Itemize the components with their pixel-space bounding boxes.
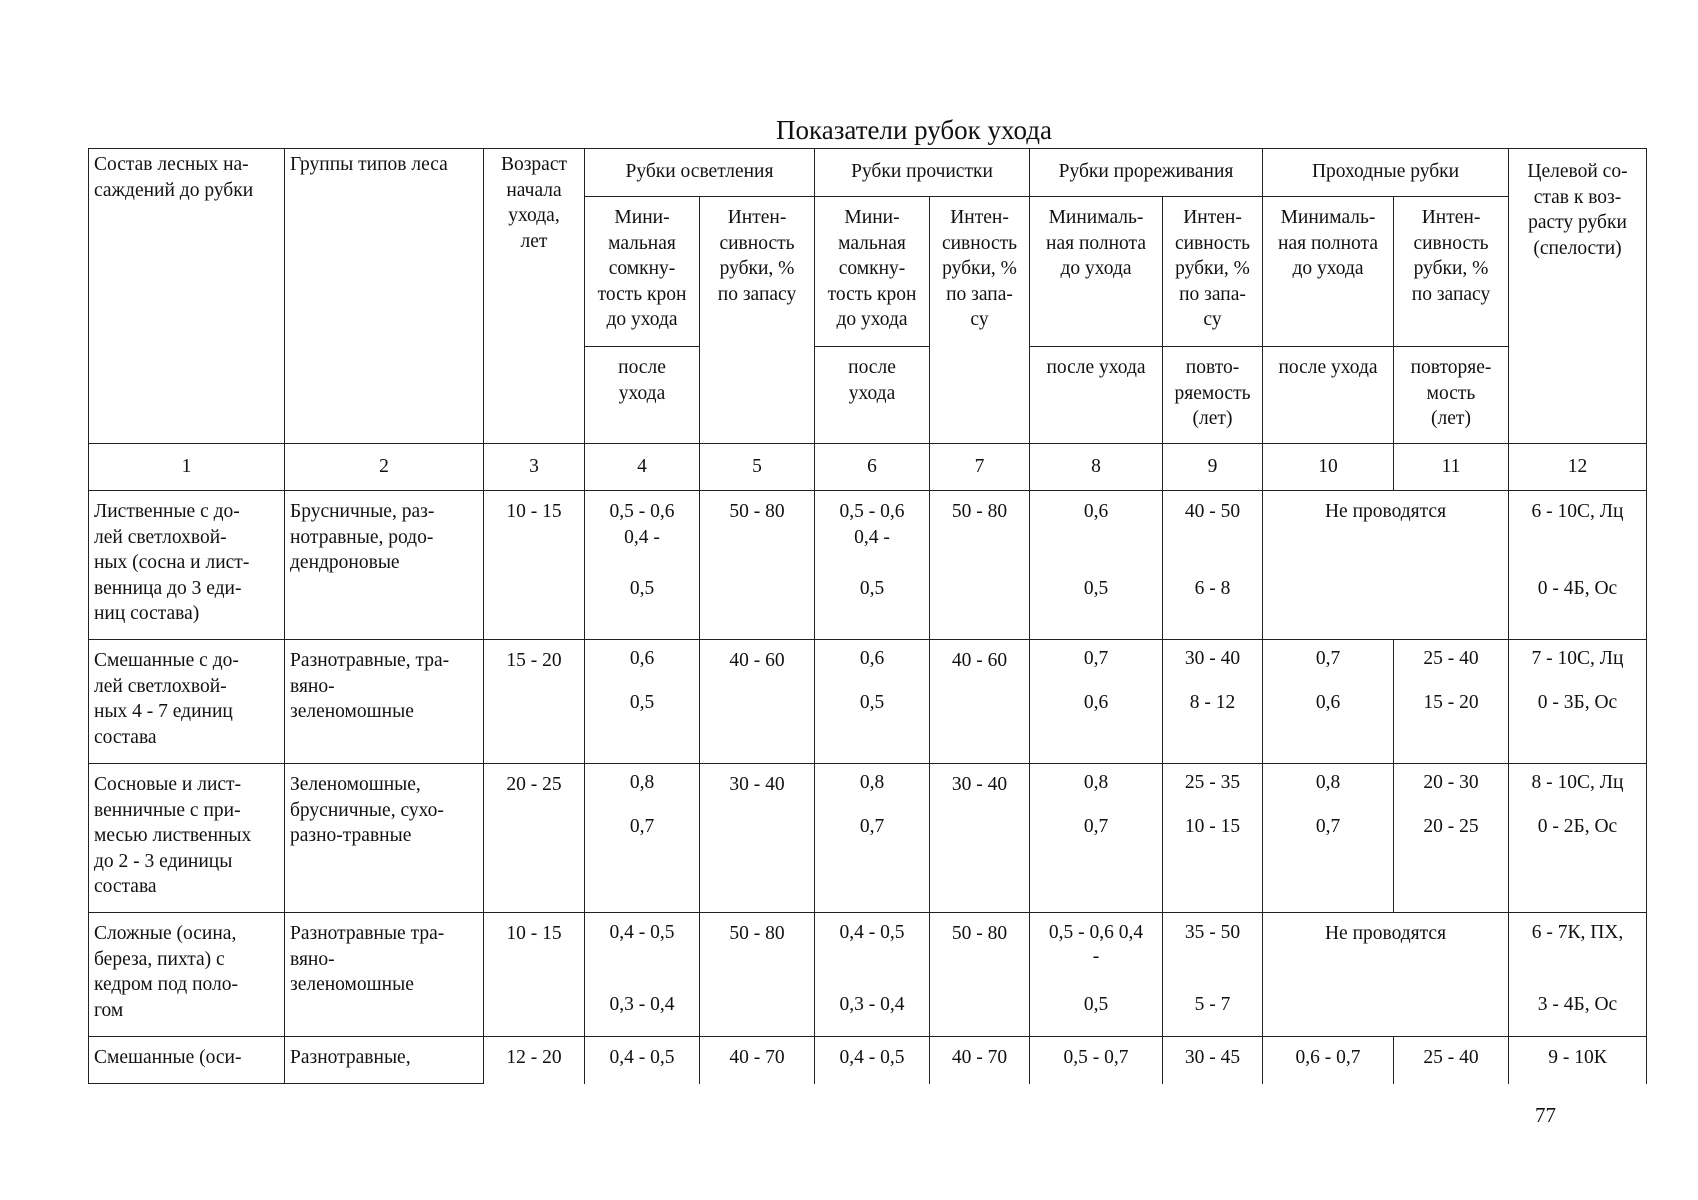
- cell-target-composition: 9 - 10К: [1509, 1037, 1647, 1084]
- cell-proizh-intensity: 35 - 50 5 - 7: [1163, 913, 1263, 1037]
- header-proch-min-closure: Мини- мальная сомкну- тость крон до ухода: [815, 197, 930, 347]
- cell-proch-intensity: 30 - 40: [930, 764, 1030, 913]
- cell-composition: Лиственные с до- лей светлохвой- ных (сосна и лист- венница до 3 еди- ниц состава): [89, 491, 285, 640]
- page-number: 77: [1535, 1103, 1556, 1127]
- cell-forest-types: Разнотравные, тра- вяно- зеленомошные: [285, 640, 484, 764]
- cell-target-composition: 8 - 10С, Лц 0 - 2Б, Ос: [1509, 764, 1647, 913]
- header-osv-after: после ухода: [585, 347, 700, 444]
- cell-start-age: 10 - 15: [484, 491, 585, 640]
- cell-osv-intensity: 40 - 70: [700, 1037, 815, 1084]
- col-number: 3: [484, 444, 585, 491]
- cell-forest-types: Зеленомошные, брусничные, сухо- разно-травные: [285, 764, 484, 913]
- cutting-indicators-table: [88, 148, 1647, 1084]
- header-group-prochistka: Рубки прочистки: [815, 149, 1030, 197]
- cell-start-age: 12 - 20: [484, 1037, 585, 1084]
- cell-composition: Сосновые и лист- венничные с при- месью лиственных до 2 - 3 единицы состава: [89, 764, 285, 913]
- cell-proizh-intensity: 30 - 45: [1163, 1037, 1263, 1084]
- cell-proch-closure: 0,8 0,7: [815, 764, 930, 913]
- col-number: 2: [285, 444, 484, 491]
- header-proizh-intensity: Интен- сивность рубки, % по запа- су: [1163, 197, 1263, 347]
- cell-proch-intensity: 40 - 70: [930, 1037, 1030, 1084]
- cell-prohod-density: 0,8 0,7: [1263, 764, 1394, 913]
- header-proizh-repeat: повто- ряемость (лет): [1163, 347, 1263, 444]
- cell-osv-intensity: 30 - 40: [700, 764, 815, 913]
- header-forest-types: Группы типов леса: [285, 149, 484, 444]
- cell-proizh-intensity: 30 - 40 8 - 12: [1163, 640, 1263, 764]
- col-number: 6: [815, 444, 930, 491]
- cell-proizh-intensity: 25 - 35 10 - 15: [1163, 764, 1263, 913]
- header-proizh-after: после ухода: [1030, 347, 1163, 444]
- cell-prohod-not-performed: Не проводятся: [1263, 491, 1509, 640]
- cell-target-composition: 6 - 7К, ПХ, 3 - 4Б, Ос: [1509, 913, 1647, 1037]
- cell-proch-closure: 0,4 - 0,5: [815, 1037, 930, 1084]
- cell-start-age: 15 - 20: [484, 640, 585, 764]
- cell-forest-types: Разнотравные,: [285, 1037, 484, 1084]
- table-row: [89, 764, 1647, 913]
- table-row: [89, 1037, 1647, 1084]
- header-target-composition: Целевой со- став к воз- расту рубки (спелости): [1509, 149, 1647, 444]
- header-group-osvetlenie: Рубки осветления: [585, 149, 815, 197]
- col-number: 8: [1030, 444, 1163, 491]
- cell-osv-closure: 0,4 - 0,5: [585, 1037, 700, 1084]
- cell-forest-types: Брусничные, раз- нотравные, родо- дендроновые: [285, 491, 484, 640]
- cell-prohod-intensity: 20 - 30 20 - 25: [1394, 764, 1509, 913]
- cell-proch-closure: 0,4 - 0,5 0,3 - 0,4: [815, 913, 930, 1037]
- col-number: 11: [1394, 444, 1509, 491]
- cell-composition: Сложные (осина, береза, пихта) с кедром под поло- гом: [89, 913, 285, 1037]
- cell-forest-types: Разнотравные тра- вяно- зеленомошные: [285, 913, 484, 1037]
- cell-osv-closure: 0,6 0,5: [585, 640, 700, 764]
- cell-osv-closure: 0,4 - 0,5 0,3 - 0,4: [585, 913, 700, 1037]
- cell-proch-intensity: 50 - 80: [930, 491, 1030, 640]
- cell-proizh-intensity: 40 - 50 6 - 8: [1163, 491, 1263, 640]
- header-proizh-min-density: Минималь- ная полнота до ухода: [1030, 197, 1163, 347]
- col-number: 9: [1163, 444, 1263, 491]
- cell-proizh-density: 0,6 0,5: [1030, 491, 1163, 640]
- table-row: [89, 913, 1647, 1037]
- cell-proch-closure: 0,5 - 0,6 0,4 - 0,5: [815, 491, 930, 640]
- cell-osv-intensity: 50 - 80: [700, 491, 815, 640]
- cell-prohod-intensity: 25 - 40 15 - 20: [1394, 640, 1509, 764]
- cell-prohod-density: 0,6 - 0,7: [1263, 1037, 1394, 1084]
- table-row: [89, 640, 1647, 764]
- cell-prohod-density: 0,7 0,6: [1263, 640, 1394, 764]
- col-number: 4: [585, 444, 700, 491]
- header-osv-intensity: Интен- сивность рубки, % по запасу: [700, 197, 815, 444]
- cell-start-age: 10 - 15: [484, 913, 585, 1037]
- cell-proch-closure: 0,6 0,5: [815, 640, 930, 764]
- cell-proch-intensity: 40 - 60: [930, 640, 1030, 764]
- cell-osv-intensity: 40 - 60: [700, 640, 815, 764]
- cell-osv-closure: 0,5 - 0,6 0,4 - 0,5: [585, 491, 700, 640]
- header-group-prohodnye: Проходные рубки: [1263, 149, 1509, 197]
- col-number: 12: [1509, 444, 1647, 491]
- header-start-age: Возраст начала ухода, лет: [484, 149, 585, 444]
- cell-proch-intensity: 50 - 80: [930, 913, 1030, 1037]
- cell-prohod-not-performed: Не проводятся: [1263, 913, 1509, 1037]
- header-prohod-min-density: Минималь- ная полнота до ухода: [1263, 197, 1394, 347]
- header-osv-min-closure: Мини- мальная сомкну- тость крон до ухода: [585, 197, 700, 347]
- header-prohod-repeat: повторяе- мость (лет): [1394, 347, 1509, 444]
- table-row: [89, 491, 1647, 640]
- cell-composition: Смешанные с до- лей светлохвой- ных 4 - 7 единиц состава: [89, 640, 285, 764]
- header-composition: Состав лесных на- саждений до рубки: [89, 149, 285, 444]
- col-number: 1: [89, 444, 285, 491]
- cell-prohod-intensity: 25 - 40: [1394, 1037, 1509, 1084]
- cell-osv-intensity: 50 - 80: [700, 913, 815, 1037]
- page-title: Показатели рубок ухода: [776, 115, 1052, 145]
- cell-proizh-density: 0,5 - 0,7: [1030, 1037, 1163, 1084]
- header-proch-after: после ухода: [815, 347, 930, 444]
- cell-composition: Смешанные (оси-: [89, 1037, 285, 1084]
- cell-start-age: 20 - 25: [484, 764, 585, 913]
- col-number: 5: [700, 444, 815, 491]
- header-prohod-after: после ухода: [1263, 347, 1394, 444]
- cell-target-composition: 6 - 10С, Лц 0 - 4Б, Ос: [1509, 491, 1647, 640]
- cell-target-composition: 7 - 10С, Лц 0 - 3Б, Ос: [1509, 640, 1647, 764]
- col-number: 7: [930, 444, 1030, 491]
- cell-proizh-density: 0,5 - 0,6 0,4 - 0,5: [1030, 913, 1163, 1037]
- cell-proizh-density: 0,8 0,7: [1030, 764, 1163, 913]
- cell-osv-closure: 0,8 0,7: [585, 764, 700, 913]
- cell-proizh-density: 0,7 0,6: [1030, 640, 1163, 764]
- header-proch-intensity: Интен- сивность рубки, % по запа- су: [930, 197, 1030, 444]
- header-prohod-intensity: Интен- сивность рубки, % по запасу: [1394, 197, 1509, 347]
- col-number: 10: [1263, 444, 1394, 491]
- header-group-prorezhivanie: Рубки прореживания: [1030, 149, 1263, 197]
